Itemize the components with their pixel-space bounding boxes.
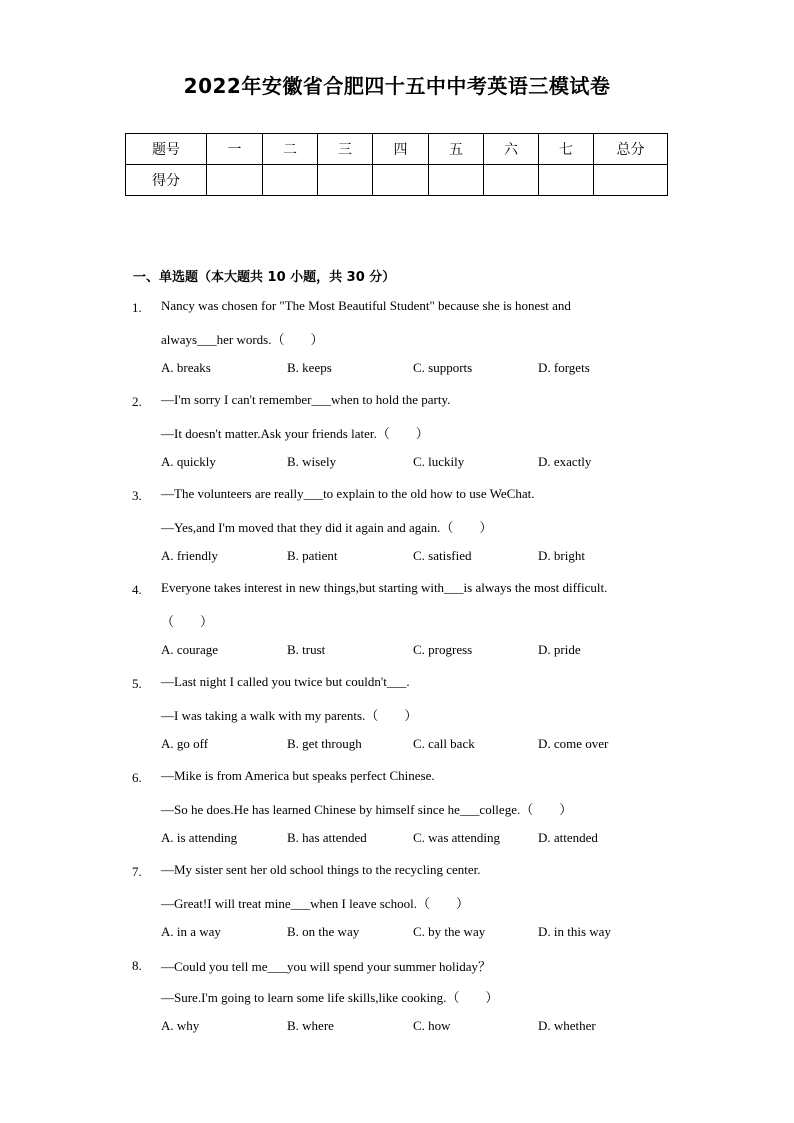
answer-option[interactable]: C. was attending (413, 830, 501, 845)
score-header-cell: 七 (539, 134, 594, 165)
answer-option[interactable]: C. by the way (413, 924, 486, 939)
answer-option[interactable]: D. in this way (538, 924, 611, 939)
question-number: 6. (132, 770, 142, 785)
question-number: 5. (132, 676, 142, 691)
score-header-cell: 四 (373, 134, 429, 165)
score-header-cell: 题号 (126, 134, 207, 165)
answer-option[interactable]: A. breaks (161, 360, 211, 375)
section-title: 一、单选题（本大题共 10 小题，共 30 分） (133, 270, 396, 285)
answer-option[interactable]: B. get through (287, 736, 362, 751)
answer-option[interactable]: C. supports (413, 360, 473, 375)
answer-option[interactable]: D. pride (538, 642, 581, 657)
score-table-score-row (126, 165, 668, 196)
score-cell[interactable] (484, 165, 539, 196)
score-header-cell: 三 (318, 134, 373, 165)
question-text-line: —Could you tell me___you will spend your summer holiday？ (161, 959, 492, 974)
answer-option[interactable]: D. attended (538, 830, 598, 845)
answer-option[interactable]: A. courage (161, 642, 219, 657)
answer-option[interactable]: C. how (413, 1018, 451, 1033)
score-cell[interactable] (539, 165, 594, 196)
question-text-line: —I was taking a walk with my parents.（ ） (161, 708, 418, 723)
score-table (125, 133, 668, 196)
answer-option[interactable]: B. wisely (287, 454, 337, 469)
score-header-cell: 六 (484, 134, 539, 165)
answer-option[interactable]: A. in a way (161, 924, 221, 939)
answer-option[interactable]: B. where (287, 1018, 334, 1033)
question-number: 1. (132, 300, 142, 315)
answer-option[interactable]: A. is attending (161, 830, 238, 845)
question-text-line: —So he does.He has learned Chinese by himself since he___college.（ ） (161, 802, 573, 817)
answer-option[interactable]: B. has attended (287, 830, 367, 845)
question-number: 7. (132, 864, 142, 879)
answer-option[interactable]: A. quickly (161, 454, 216, 469)
score-cell[interactable] (373, 165, 429, 196)
score-header-cell: 总分 (594, 134, 668, 165)
question-text-line: —It doesn't matter.Ask your friends later.（ ） (161, 426, 429, 441)
question-number: 4. (132, 582, 142, 597)
score-cell[interactable] (429, 165, 484, 196)
question-number: 2. (132, 394, 142, 409)
score-table-header-row (126, 134, 668, 165)
score-cell[interactable] (263, 165, 318, 196)
question-text-line: always___her words.（ ） (161, 332, 324, 347)
score-cell[interactable] (318, 165, 373, 196)
score-cell[interactable] (207, 165, 263, 196)
answer-option[interactable]: A. go off (161, 736, 209, 751)
answer-option[interactable]: B. patient (287, 548, 338, 563)
score-header-cell: 二 (263, 134, 318, 165)
score-header-cell: 五 (429, 134, 484, 165)
answer-option[interactable]: C. luckily (413, 454, 465, 469)
answer-option[interactable]: D. whether (538, 1018, 596, 1033)
question-text-line: —The volunteers are really___to explain to the old how to use WeChat. (161, 486, 535, 501)
question-text-line: —Mike is from America but speaks perfect Chinese. (161, 768, 435, 783)
answer-option[interactable]: D. come over (538, 736, 609, 751)
answer-option[interactable]: A. why (161, 1018, 200, 1033)
question-text-line: —My sister sent her old school things to the recycling center. (161, 862, 481, 877)
question-text-line: —Sure.I'm going to learn some life skills,like cooking.（ ） (161, 990, 499, 1005)
question-text-line: —I'm sorry I can't remember___when to hold the party. (161, 392, 451, 407)
score-cell[interactable] (594, 165, 668, 196)
answer-option[interactable]: B. trust (287, 642, 326, 657)
answer-option[interactable]: D. exactly (538, 454, 592, 469)
question-number: 3. (132, 488, 142, 503)
question-number: 8. (132, 958, 142, 973)
score-row-label: 得分 (126, 165, 207, 196)
question-text-line: Everyone takes interest in new things,but starting with___is always the most difficult. (161, 580, 608, 595)
question-text-line: —Last night I called you twice but couldn't___. (161, 674, 410, 689)
question-text-line: —Great!I will treat mine___when I leave school.（ ） (161, 896, 469, 911)
answer-option[interactable]: D. bright (538, 548, 585, 563)
score-header-cell: 一 (207, 134, 263, 165)
answer-option[interactable]: D. forgets (538, 360, 590, 375)
answer-option[interactable]: C. progress (413, 642, 473, 657)
question-text-line: Nancy was chosen for "The Most Beautiful Student" because she is honest and (161, 298, 571, 313)
question-text-line: （ ） (161, 614, 214, 629)
answer-option[interactable]: C. call back (413, 736, 475, 751)
answer-option[interactable]: A. friendly (161, 548, 219, 563)
answer-option[interactable]: B. keeps (287, 360, 332, 375)
answer-option[interactable]: B. on the way (287, 924, 360, 939)
answer-option[interactable]: C. satisfied (413, 548, 472, 563)
page-title: 2022年安徽省合肥四十五中中考英语三模试卷 (183, 74, 611, 98)
question-text-line: —Yes,and I'm moved that they did it again and again.（ ） (161, 520, 493, 535)
